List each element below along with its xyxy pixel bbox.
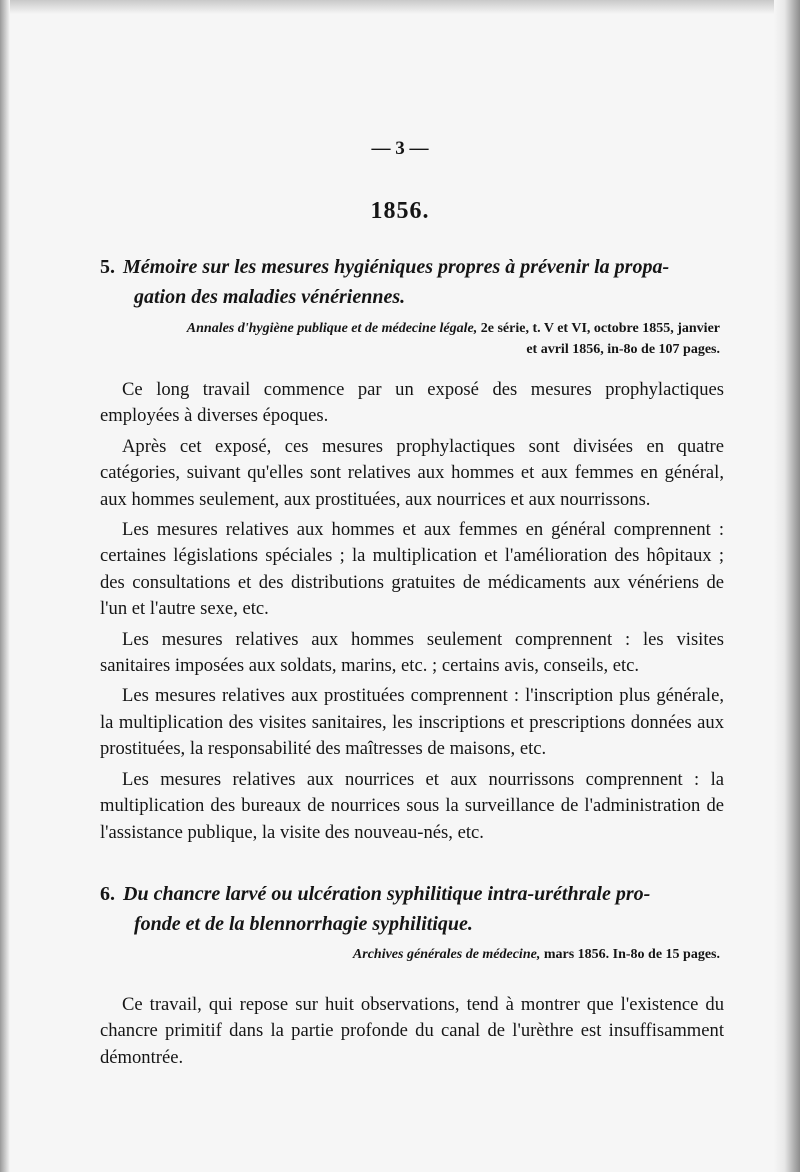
entry-5-citation-details-2: et avril 1856, in-8o de 107 pages. <box>526 342 720 357</box>
page-number: — 3 — <box>371 138 429 159</box>
entry-5-citation-details-1: 2e série, t. V et VI, octobre 1855, janvier <box>480 321 720 336</box>
page-edge-shadow-top <box>0 0 800 14</box>
entry-5-title-line-2: gation des maladies vénériennes. <box>134 286 406 308</box>
page-edge-shadow-right <box>774 0 800 1172</box>
entry-5-title <box>100 252 728 312</box>
entry-6-number: 6. <box>100 883 115 905</box>
entry-6-title-line-1: Du chancre larvé ou ulcération syphilitique intra-uréthrale pro- <box>123 883 651 905</box>
paragraph: Après cet exposé, ces mesures prophylactiques sont divisées en quatre catégories, suivant qu'elles sont relatives aux hommes et aux femmes en général, aux hommes seulement, aux prostituées, aux nourrices et aux nourrissons. <box>100 435 724 510</box>
entry-6-citation <box>100 944 720 965</box>
paragraph: Les mesures relatives aux hommes seulement comprennent : les visites sanitaires imposées aux soldats, marins, etc. ; certains avis, conseils, etc. <box>100 628 724 677</box>
entry-6-citation-details-1: mars 1856. In-8o de 15 pages. <box>543 947 720 962</box>
entry-6-title-line-2: fonde et de la blennorrhagie syphilitique. <box>134 913 473 935</box>
entry-5-citation <box>100 318 720 360</box>
year-heading: 1856. <box>370 198 430 224</box>
entry-5-body <box>100 377 724 850</box>
paragraph: Ce travail, qui repose sur huit observations, tend à montrer que l'existence du chancre primitif dans la partie profonde du canal de l'urèthre est insuffisamment démontrée. <box>100 994 724 1068</box>
entry-5-number: 5. <box>100 256 115 278</box>
entry-5-citation-source: Annales d'hygiène publique et de médecine légale, <box>186 321 478 336</box>
paragraph: Les mesures relatives aux nourrices et aux nourrissons comprennent : la multiplication des bureaux de nourrices sous la surveillance de l'administration de l'assistance publique, la visite des nouveau-nés, etc. <box>100 768 724 843</box>
entry-6-citation-source: Archives générales de médecine, <box>352 947 541 962</box>
entry-6-title <box>100 879 728 939</box>
paragraph: Les mesures relatives aux prostituées comprennent : l'inscription plus générale, la multiplication des visites sanitaires, les inscriptions et prescriptions données aux prostituées, la responsabilité des maîtresses de maisons, etc. <box>100 685 724 760</box>
paragraph: Ce long travail commence par un exposé des mesures prophylactiques employées à diverses époques. <box>100 379 724 427</box>
paragraph: Les mesures relatives aux hommes et aux femmes en général comprennent : certaines législations spéciales ; la multiplication et l'amélioration des hôpitaux ; des consultations et des distributions gratuites de médicaments aux vénériens de l'un et l'autre sexe, etc. <box>100 519 724 620</box>
page-edge-shadow-left <box>0 0 10 1172</box>
entry-5-title-line-1: Mémoire sur les mesures hygiéniques propres à prévenir la propa- <box>123 256 670 278</box>
entry-6-body <box>100 992 724 1075</box>
